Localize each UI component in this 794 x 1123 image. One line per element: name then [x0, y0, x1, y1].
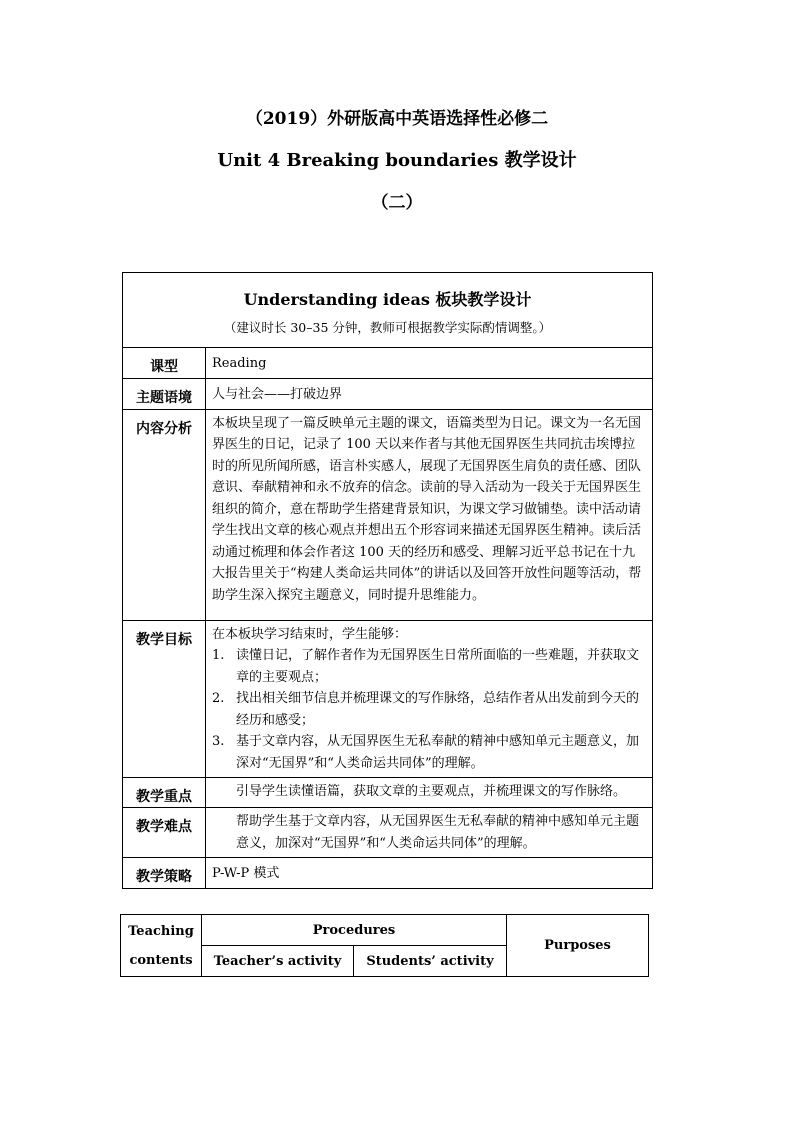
objective-number: 1. — [212, 648, 225, 663]
row-value-theme: 人与社会——打破边界 — [206, 379, 653, 410]
row-label-content-analysis: 内容分析 — [123, 409, 206, 620]
row-value-strategy: P-W-P 模式 — [206, 858, 653, 889]
procedures-table — [120, 914, 649, 977]
objective-number: 2. — [212, 691, 225, 706]
plan-table-header — [123, 273, 653, 348]
row-label-difficulties: 教学难点 — [123, 808, 206, 858]
row-label-theme: 主题语境 — [123, 379, 206, 410]
row-label-objectives: 教学目标 — [123, 620, 206, 778]
plan-table-subtitle: （建议时长 30–35 分钟，教师可根据教学实际酌情调整。） — [223, 320, 552, 335]
row-value-lesson-type: Reading — [206, 348, 653, 379]
objective-item — [212, 688, 646, 731]
teaching-contents-line1: Teaching — [128, 923, 194, 939]
teacher-activity-header: Teacher’s activity — [202, 946, 354, 977]
lesson-plan-table — [122, 272, 653, 889]
objectives-list — [212, 645, 646, 774]
row-label-lesson-type: 课型 — [123, 348, 206, 379]
objective-item — [212, 731, 646, 774]
doc-title-line2: Unit 4 Breaking boundaries 教学设计 — [217, 150, 577, 171]
procedures-header: Procedures — [202, 915, 507, 946]
row-value-content-analysis: 本板块呈现了一篇反映单元主题的课文，语篇类型为日记。课文为一名无国界医生的日记，记录了 100 天以来作者与其他无国界医生共同抗击埃博拉时的所见所闻所感，语言朴实感人，展现了无国界医生肩负的责任感、团队意识、奉献精神和永不放弃的信念。读前的导入活动为一段关于无国界医生组织的简介，意在帮助学生搭建背景知识，为课文学习做铺垫。读中活动请学生找出文章的核心观点并想出五个形容词来描述无国界医生精神。读后活动通过梳理和体会作者这 100 天的经历和感受、理解习近平总书记在十九大报告里关于“构建人类命运共同体”的讲话以及回答开放性问题等活动，帮助学生深入探究主题意义，同时提升思维能力。 — [206, 409, 653, 620]
row-value-difficulties: 帮助学生基于文章内容，从无国界医生无私奉献的精神中感知单元主题意义，加深对“无国界”和“人类命运共同体”的理解。 — [206, 808, 653, 858]
doc-title-line3: （二） — [371, 193, 423, 213]
row-value-objectives — [206, 620, 653, 778]
doc-title-line1: （2019）外研版高中英语选择性必修二 — [245, 109, 549, 129]
objective-text: 基于文章内容，从无国界医生无私奉献的精神中感知单元主题意义，加深对“无国界”和“人类命运共同体”的理解。 — [236, 734, 640, 771]
students-activity-header: Students’ activity — [354, 946, 507, 977]
teaching-contents-line2: contents — [129, 952, 193, 968]
objective-text: 读懂日记，了解作者作为无国界医生日常所面临的一些难题，并获取文章的主要观点； — [236, 648, 640, 685]
plan-table-title: Understanding ideas 板块教学设计 — [243, 290, 532, 309]
purposes-header: Purposes — [507, 915, 649, 977]
objective-text: 找出相关细节信息并梳理课文的写作脉络，总结作者从出发前到今天的经历和感受； — [236, 691, 640, 728]
row-label-strategy: 教学策略 — [123, 858, 206, 889]
row-label-key-points: 教学重点 — [123, 778, 206, 808]
objective-number: 3. — [212, 734, 225, 749]
objective-item — [212, 645, 646, 688]
teaching-contents-header — [121, 915, 202, 977]
row-value-key-points: 引导学生读懂语篇，获取文章的主要观点，并梳理课文的写作脉络。 — [206, 778, 653, 808]
objectives-intro: 在本板块学习结束时，学生能够： — [212, 626, 408, 642]
